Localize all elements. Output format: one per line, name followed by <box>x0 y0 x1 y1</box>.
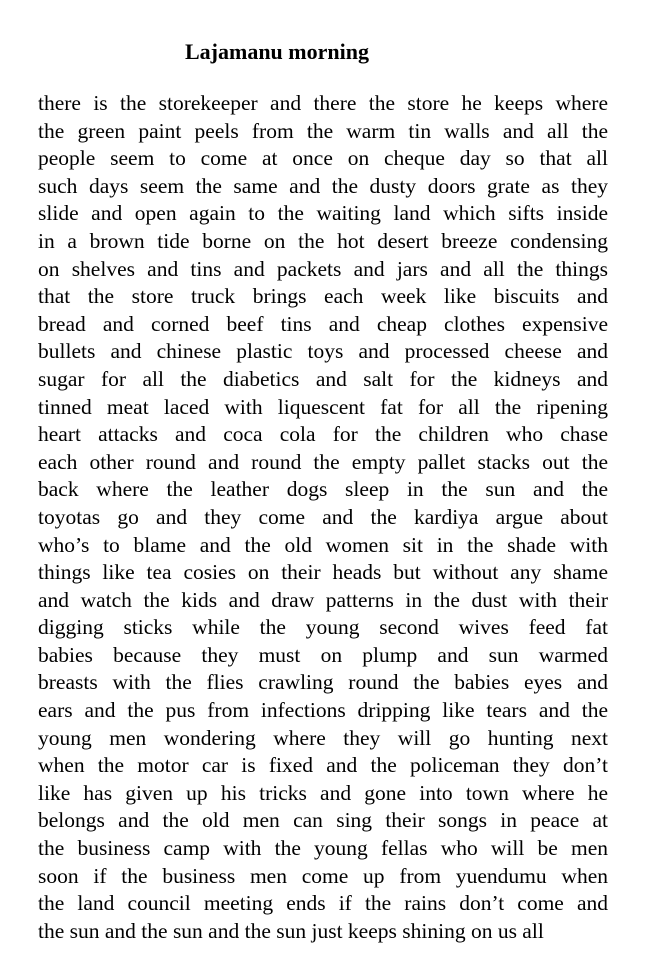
poem-line: soon if the business men come up from yuendumu when <box>38 863 608 888</box>
poem-line: ears and the pus from infections dripping like tears and the <box>38 698 608 723</box>
poem-line: digging sticks while the young second wives feed fat <box>38 615 608 640</box>
poem-line: breasts with the flies crawling round the babies eyes and <box>38 670 608 695</box>
poem-line: who’s to blame and the old women sit in the shade with <box>38 532 608 557</box>
poem-line: the sun and the sun and the sun just keeps shining on us all <box>38 918 544 943</box>
poem-line: people seem to come at once on cheque day so that all <box>38 146 608 171</box>
poem-line: there is the storekeeper and there the store he keeps where <box>38 91 608 115</box>
poem-line: things like tea cosies on their heads but without any shame <box>38 560 608 585</box>
poem-line: the green paint peels from the warm tin walls and all the <box>38 118 608 143</box>
poem-line: tinned meat laced with liquescent fat for all the ripening <box>38 394 608 419</box>
poem-line: young men wondering where they will go hunting next <box>38 725 608 750</box>
poem-line: when the motor car is fixed and the policeman they don’t <box>38 753 608 778</box>
poem-line: toyotas go and they come and the kardiya argue about <box>38 504 608 529</box>
poem-line: babies because they must on plump and sun warmed <box>38 642 608 667</box>
poem-line: and watch the kids and draw patterns in the dust with their <box>38 587 608 612</box>
poem-line: like has given up his tricks and gone into town where he <box>38 780 608 805</box>
poem-line: on shelves and tins and packets and jars and all the things <box>38 256 608 281</box>
poem-line: slide and open again to the waiting land which sifts inside <box>38 201 608 226</box>
poem-line: that the store truck brings each week like biscuits and <box>38 284 608 309</box>
poem-line: heart attacks and coca cola for the children who chase <box>38 422 608 447</box>
poem-line: such days seem the same and the dusty doors grate as they <box>38 173 608 198</box>
poem-title: Lajamanu morning <box>185 39 369 64</box>
poem-line: each other round and round the empty pallet stacks out the <box>38 449 608 474</box>
poem-line: in a brown tide borne on the hot desert breeze condensing <box>38 228 608 253</box>
poem-line: back where the leather dogs sleep in the sun and the <box>38 477 608 502</box>
poem-line: sugar for all the diabetics and salt for the kidneys and <box>38 366 608 391</box>
poem-line: belongs and the old men can sing their songs in peace at <box>38 808 608 833</box>
poem-line: bread and corned beef tins and cheap clothes expensive <box>38 311 608 336</box>
poem-line: the business camp with the young fellas who will be men <box>38 836 608 861</box>
poem-line: bullets and chinese plastic toys and processed cheese and <box>38 339 608 364</box>
poem-body <box>38 90 608 945</box>
poem-line: the land council meeting ends if the rains don’t come and <box>38 891 608 916</box>
